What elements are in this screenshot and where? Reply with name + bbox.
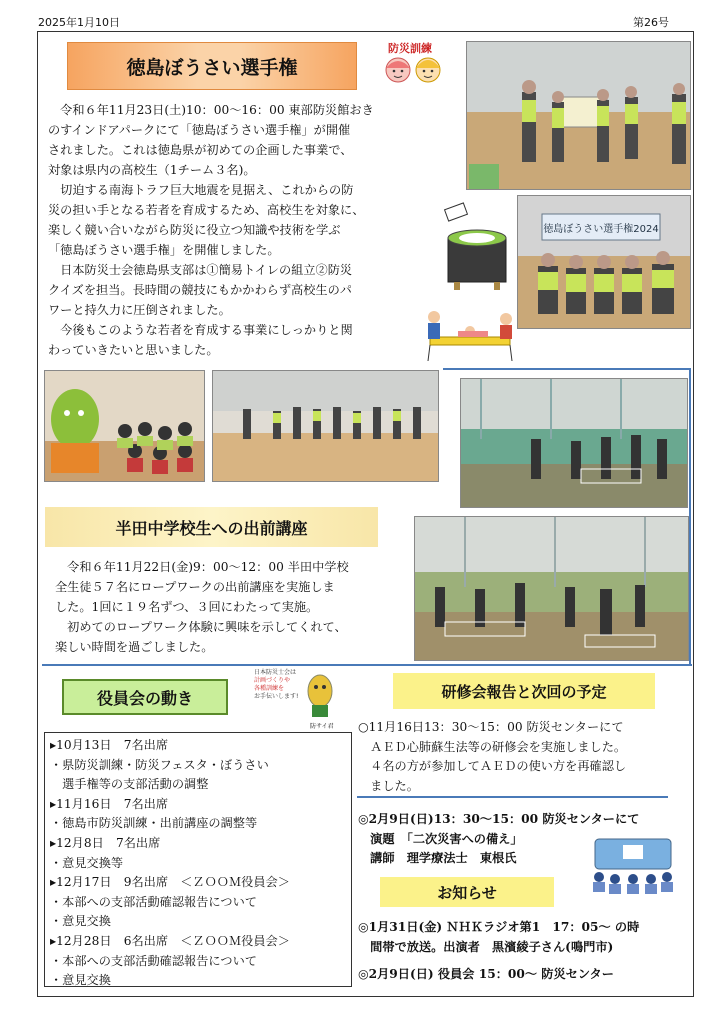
article1-line: クイズを担当。長時間の競技にもかかわらず高校生のパ bbox=[48, 283, 352, 297]
photo-ropework-session2 bbox=[414, 516, 689, 661]
article1-line: 切迫する南海トラフ巨大地震を見据え、これからの防 bbox=[48, 183, 354, 197]
stretcher-rescue-illustration bbox=[420, 305, 520, 363]
banner-text: 徳島ぼうさい選手権2024 bbox=[543, 224, 659, 235]
photo-competition-hall bbox=[466, 41, 691, 190]
photo-mascot-students bbox=[44, 370, 205, 482]
notice-line: ◎2月9日(日) 役員会 15：00～ 防災センター bbox=[358, 967, 614, 982]
mascot-poster bbox=[254, 669, 339, 731]
divider-line bbox=[443, 368, 691, 370]
training-next-line: 講師 理学療法士 東根氏 bbox=[358, 851, 517, 866]
committee-list bbox=[50, 736, 290, 991]
committee-item: ・意見交換 bbox=[50, 973, 111, 988]
poster-line: 日本防災士会は bbox=[254, 669, 297, 676]
poster-line: 各種訓練を bbox=[254, 685, 285, 692]
article2-title: 半田中学校生への出前講座 bbox=[45, 507, 378, 547]
training-next-line: ◎2月9日(日)13：30～15：00 防災センターにて bbox=[358, 812, 640, 826]
article1-line: 令和６年11月23日(土)10：00～16：00 東部防災館おき bbox=[48, 103, 374, 117]
divider-line bbox=[689, 368, 691, 664]
committee-item: ▸10月13日 7名出席 bbox=[50, 738, 169, 752]
committee-title: 役員会の動き bbox=[62, 679, 228, 715]
photo-ropework-session1 bbox=[460, 378, 688, 508]
article1-title: 徳島ぼうさい選手権 bbox=[67, 42, 357, 90]
portable-toilet-illustration bbox=[440, 200, 516, 294]
kids-illustration bbox=[382, 54, 452, 90]
mascot-icon bbox=[302, 671, 338, 721]
committee-item: ▸11月16日 7名出席 bbox=[50, 796, 169, 811]
article2-line: 令和６年11月22日(金)9：00～12：00 半田中学校 bbox=[55, 560, 349, 574]
notice-line: 間帯で放送。出演者 黒濱綾子さん(鳴門市) bbox=[358, 939, 614, 954]
article2-body bbox=[55, 557, 410, 657]
committee-item: ・意見交換 bbox=[50, 914, 111, 929]
training-report-line: ○11月16日13：30～15：00 防災センターにて bbox=[358, 720, 624, 734]
committee-item: ・本部への支部活動確認報告について bbox=[50, 894, 257, 909]
article1-body bbox=[48, 100, 423, 360]
article1-line: 「徳島ぼうさい選手権」を開催しました。 bbox=[48, 243, 280, 257]
article1-line: 災の担い手となる若者を育成するため、高校生を対象に、 bbox=[48, 203, 365, 217]
article2-line: 全生徒５７名にロープワークの出前講座を実施しま bbox=[55, 580, 335, 594]
issue-date: 2025年1月10日 bbox=[38, 16, 120, 29]
poster-line: お手伝いします! bbox=[254, 693, 299, 700]
article2-line: 楽しい時間を過ごしました。 bbox=[55, 640, 214, 654]
article1-line: されました。これは徳島県が初めての企画した事業で、 bbox=[48, 143, 353, 157]
training-report-line: ４名の方が参加してＡＥＤの使い方を再確認し bbox=[358, 759, 627, 774]
committee-item: ・県防災訓練・防災フェスタ・ぼうさい bbox=[50, 757, 269, 772]
article1-line: 日本防災士会徳島県支部は①簡易トイレの組立②防災 bbox=[48, 263, 353, 277]
training-title: 研修会報告と次回の予定 bbox=[393, 673, 655, 709]
article1-line: 楽しく競い合いながら防災に役立つ知識や技術を学ぶ bbox=[48, 223, 341, 237]
photo-team-banner bbox=[517, 195, 691, 329]
notice-list bbox=[358, 918, 639, 985]
committee-item: 選手権等の支部活動の調整 bbox=[50, 777, 209, 792]
disaster-drill-badge: 防災訓練 bbox=[388, 42, 432, 55]
article1-line: わっていきたいと思いました。 bbox=[48, 343, 219, 357]
committee-item: ▸12月8日 7名出席 bbox=[50, 835, 161, 850]
mascot-label: 防サイ君 bbox=[310, 723, 334, 730]
poster-line: 計画づくりや bbox=[254, 677, 291, 684]
article1-line: ワーと持久力に圧倒されました。 bbox=[48, 303, 231, 317]
committee-item: ▸12月17日 9名出席 ＜ＺＯＯＭ役員会＞ bbox=[50, 875, 290, 890]
notice-title: お知らせ bbox=[380, 877, 554, 907]
training-next-line: 演題 「二次災害への備え」 bbox=[358, 831, 523, 846]
training-report-line: ＡＥＤ心肺蘇生法等の研修会を実施しました。 bbox=[358, 739, 627, 754]
photo-gym-gathering bbox=[212, 370, 439, 482]
seminar-illustration bbox=[585, 835, 681, 895]
committee-item: ・本部への支部活動確認報告について bbox=[50, 953, 257, 968]
divider-line bbox=[42, 664, 692, 666]
training-report-line: ました。 bbox=[358, 778, 419, 793]
article1-line: 今後もこのような若者を育成する事業にしっかりと関 bbox=[48, 323, 353, 337]
training-report bbox=[358, 718, 626, 796]
committee-item: ▸12月28日 6名出席 ＜ＺＯＯＭ役員会＞ bbox=[50, 933, 290, 948]
article2-line: 初めてのロープワーク体験に興味を示してくれて、 bbox=[55, 620, 347, 634]
article2-line: した。1回に１９名ずつ、３回にわたって実施。 bbox=[55, 600, 319, 614]
article1-line: 対象は県内の高校生（1チーム３名)。 bbox=[48, 163, 256, 177]
committee-item: ・徳島市防災訓練・出前講座の調整等 bbox=[50, 816, 258, 831]
article1-line: のすインドアパークにて「徳島ぼうさい選手権」が開催 bbox=[48, 123, 351, 137]
notice-line: ◎1月31日(金) ＮＨＫラジオ第1 17：05～ の時 bbox=[358, 920, 640, 934]
issue-number: 第26号 bbox=[633, 16, 669, 29]
committee-item: ・意見交換等 bbox=[50, 855, 124, 870]
